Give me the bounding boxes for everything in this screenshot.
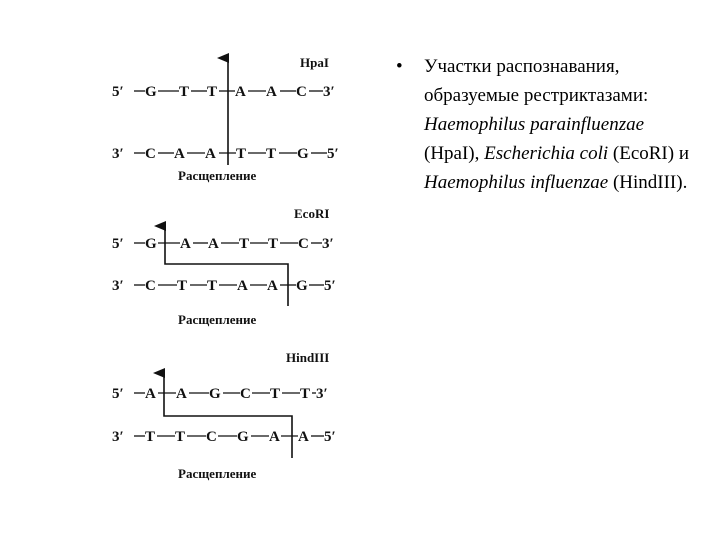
base: A [266,84,277,100]
base: C [145,146,156,162]
base: T [236,146,247,162]
base: T [207,278,218,294]
base: C [206,429,217,445]
strand-top-hindiii [112,386,328,402]
enzyme-label-hpai: HpaI [300,55,329,70]
base: A [235,84,246,100]
base: 5′ [112,84,124,100]
description-text [396,52,696,197]
enzyme-2: (EcoRI) и [612,143,690,164]
base: T [239,236,250,252]
base: T [207,84,218,100]
base: T [270,386,281,402]
base: G [237,429,249,445]
strand-bottom-hindiii [112,429,336,445]
base: G [297,146,309,162]
base: C [298,236,309,252]
base: A [267,278,278,294]
strand-bottom-hpai [112,146,339,162]
panel-ecori [112,206,336,327]
base: A [208,236,219,252]
base: 5′ [112,386,124,402]
cleavage-label-hpai: Расщепление [178,168,257,183]
enzyme-1: (HpaI), [424,143,480,164]
bullet: • [396,56,403,77]
base: T [266,146,277,162]
base: T [179,84,190,100]
base: C [145,278,156,294]
strand-bottom-ecori [112,278,336,294]
enzyme-3: (HindIII). [612,172,688,193]
base: C [296,84,307,100]
strand-top-ecori [112,236,334,252]
base: 5′ [324,429,336,445]
organism-3: Haemophilus influenzae [424,172,609,193]
base: G [209,386,221,402]
description-paragraph [424,52,696,197]
base: 3′ [323,84,335,100]
base: T [145,429,156,445]
base: 3′ [316,386,328,402]
base: T [177,278,188,294]
enzyme-label-hindiii: HindIII [286,350,330,365]
base: A [237,278,248,294]
base: 3′ [112,146,124,162]
base: A [174,146,185,162]
base: 5′ [327,146,339,162]
base: T [300,386,311,402]
base: A [180,236,191,252]
base: A [176,386,187,402]
intro-text: Участки распознавания, образуемые рестриктазами: [424,56,649,106]
cleavage-label-ecori: Расщепление [178,312,257,327]
base: 5′ [112,236,124,252]
base: 3′ [112,278,124,294]
panel-hpai [112,55,339,183]
base: G [145,84,157,100]
base: A [269,429,280,445]
base: A [205,146,216,162]
base: G [145,236,157,252]
base: 3′ [112,429,124,445]
base: 5′ [324,278,336,294]
base: T [175,429,186,445]
panel-hindiii [112,350,336,481]
base: A [298,429,309,445]
cleavage-label-hindiii: Расщепление [178,466,257,481]
base: 3′ [322,236,334,252]
base: C [240,386,251,402]
organism-1: Haemophilus parainfluenzae [424,114,645,135]
base: T [268,236,279,252]
organism-2: Escherichia coli [484,143,609,164]
base: A [145,386,156,402]
enzyme-label-ecori: EcoRI [294,206,330,221]
strand-top-hpai [112,84,335,100]
base: G [296,278,308,294]
